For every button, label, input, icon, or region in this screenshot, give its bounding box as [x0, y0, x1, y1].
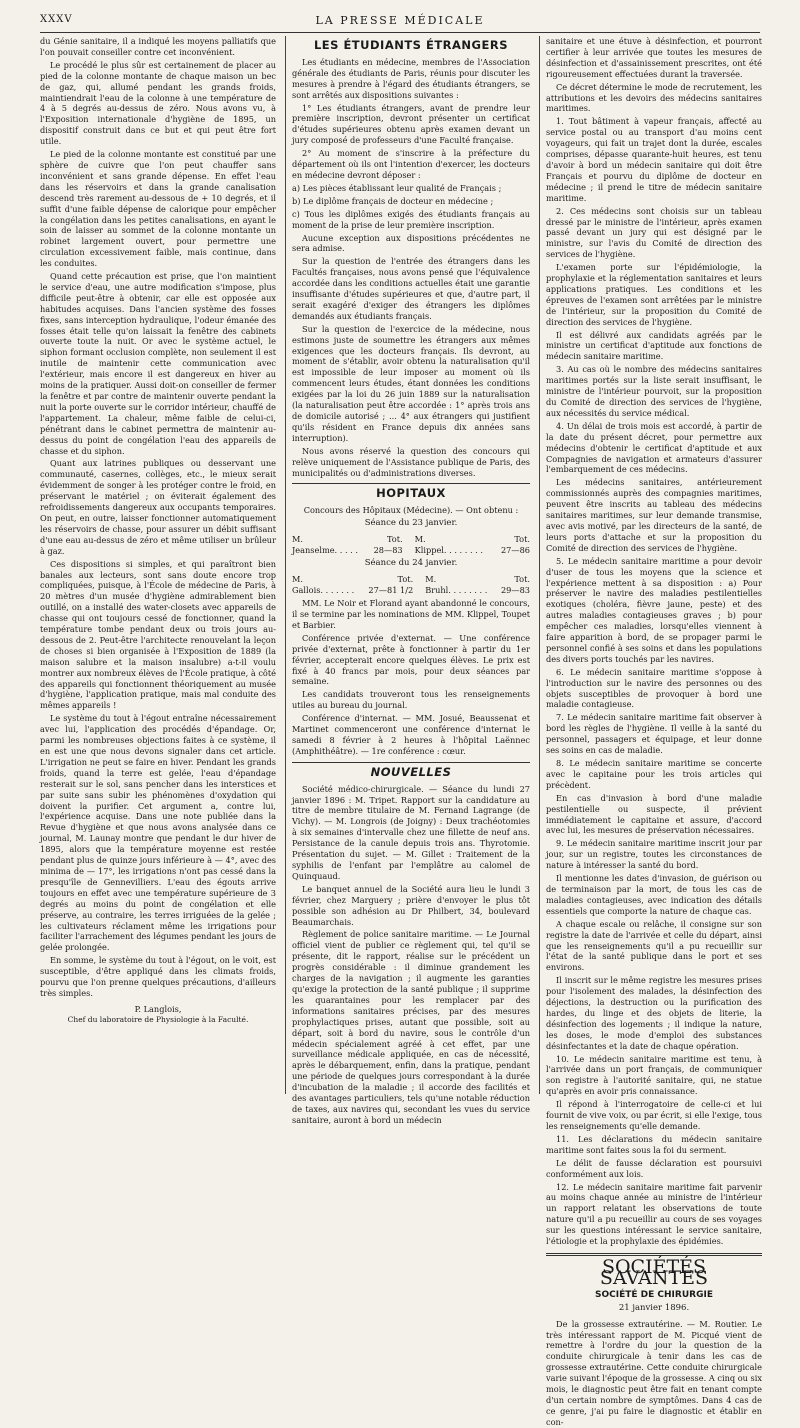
paragraph: Le procédé le plus sûr est certainement de placer au pied de la colonne montante de chaque maison un bec de gaz, qui, allumé pendant les grands froids, maintiendrait l'eau de la colonne à une température de 4 à 5 degrés au-dessus de zéro. Nous avons vu, à l'Exposition internationale d'hygiène de 1895, un dispositif construit dans ce but et qui peut être fort utile.: [40, 59, 276, 147]
page-header: [40, 14, 760, 30]
seance-date: Séance du 24 janvier.: [364, 558, 458, 569]
paragraph: Sur la question de l'exercice de la médecine, nous estimons juste de soumettre les étrangers aux mêmes exigences que les docteurs français. Ils devront, au moment de s'établir, avoir obtenu la naturalisation qu'il est impossible de leur imposer au moment où ils commencent leurs études, étant données les conditions exigées par la loi du 26 juin 1889 sur la naturalisation (la naturalisation peut être accordée : 1° après trois ans de domicile autorisé ; ... 4° aux étrangers qui justifient qu'ils résident en France depuis dix années sans interruption).: [292, 323, 530, 443]
table-cell: 29—83: [500, 584, 530, 595]
paragraph: Quant aux latrines publiques ou desservant une communauté, casernes, collèges, etc., le mieux serait évidemment de songer à les protéger contre le froid, en préservant le matériel ; on éviterait également des refroidissements dangereux aux occupants temporaires. On peut, en outre, laisser fonctionner automatiquement les réservoirs de chasse, pour assurer un débit suffisant d'une eau au-dessus de zéro et même utiliser un brûleur à gaz.: [40, 458, 276, 556]
page-number: XXXV: [40, 14, 73, 25]
author-signature: P. Langlois,: [134, 1003, 182, 1014]
paragraph: En cas d'invasion à bord d'une maladie pestilentielle ou suspecte, il prévient immédiatement le capitaine et assure, d'accord avec lui, les mesures de préservation nécessaires.: [546, 792, 762, 836]
paragraph: Quand cette précaution est prise, que l'on maintient le service d'eau, une autre modification s'impose, plus difficile peut-être à obtenir, car elle est opposée aux habitudes acquises. Dans l'ancien système des fosses fixes, sans interception hydraulique, l'odeur émanée des fosses était telle qu'on laissait la fenêtre des cabinets ouverte toute la nuit. Or avec le système actuel, le siphon formant occlusion complète, non seulement il est inutile de maintenir cette communication avec l'extérieur, mais encore il est dangereux en hiver au moins de la pratiquer. Aussi doit-on conseiller de fermer la fenêtre et par contre de maintenir ouverte pendant la nuit la porte ouverte sur le corridor intérieur, chauffé de l'appartement. La chaleur, même faible de celui-ci, pénétrant dans le cabinet permettra de maintenir au-dessus du point de congélation l'eau des appareils de chasse et du siphon.: [40, 271, 276, 456]
paragraph: De la grossesse extrautérine. — M. Routier. Le très intéressant rapport de M. Picqué vient de remettre à l'ordre du jour la question de la conduite chirurgicale à tenir dans les cas de grossesse extrautérine. Cette conduite chirurgicale varie suivant l'époque de la grossesse. A cinq ou six mois, le diagnostic peut être fait en tenant compte d'un certain nombre de symptômes. Dans 4 cas de ce genre, j'ai pu faire le diagnostic et établir en con-: [546, 1318, 762, 1427]
table-row: [292, 585, 530, 596]
paragraph: 7. Le médecin sanitaire maritime fait observer à bord les règles de l'hygiène. Il veille à la santé du personnel, passagers et équipage, et leur donne ses soins en cas de maladie.: [546, 712, 762, 756]
table-cell: 28—83: [373, 544, 403, 555]
paragraph: Nous avons réservé la question des concours qui relève uniquement de l'Assistance publique de Paris, des municipalités ou d'administrations diverses.: [292, 445, 530, 478]
section-rule: [292, 762, 530, 763]
column-right: [546, 36, 762, 1427]
paragraph: Conférence d'internat. — MM. Josué, Beaussenat et Martinet commenceront une conférence d'internat le samedi 8 février à 2 heures à l'hôpital Laënnec (Amphithéâtre). — 1re conférence : cœur.: [292, 713, 530, 756]
table-cell: M.: [292, 534, 303, 545]
table-cell: Klippel. . . . . . . .: [414, 544, 483, 555]
table-cell: Tot.: [514, 574, 530, 585]
paragraph: 1. Tout bâtiment à vapeur français, affecté au service postal ou au transport d'au moins cent voyageurs, qui fait un trajet dont la durée, escales comprises, dépasse quarante-huit heures, est tenu d'avoir à bord un médecin sanitaire qui doit être Français et pourvu du diplôme de docteur en médecine ; il prend le titre de médecin sanitaire maritime.: [546, 116, 762, 203]
list-item: a) Les pièces établissant leur qualité de Français ;: [292, 182, 502, 193]
table-cell: 27—86: [500, 544, 530, 555]
paragraph: Aucune exception aux dispositions précédentes ne sera admise.: [292, 232, 530, 254]
paragraph: du Génie sanitaire, il a indiqué les moyens palliatifs que l'on pouvait conseiller contre cet inconvénient.: [40, 36, 276, 57]
table-row: [292, 534, 530, 545]
section-rule: [292, 483, 530, 484]
paragraph: Il répond à l'interrogatoire de celle-ci et lui fournit de vive voix, ou par écrit, si elle l'exige, tous les renseignements qu'elle demande.: [546, 1099, 762, 1131]
table-cell: Gallois. . . . . . .: [292, 584, 355, 595]
table-cell: M.: [425, 574, 437, 585]
section-title-etudiants: LES ÉTUDIANTS ÉTRANGERS: [313, 38, 508, 52]
table-cell: Bruhl. . . . . . . .: [425, 584, 488, 595]
paragraph: Le banquet annuel de la Société aura lieu le lundi 3 février, chez Marguery ; prière d'envoyer le plus tôt possible son adhésion au Dr Philbert, 34, boulevard Beaumarchais.: [292, 883, 530, 927]
paragraph: Le système du tout à l'égout entraîne nécessairement avec lui, l'application des procédés d'épandage. Or, parmi les nombreuses objections faites à ce système, il en est une que nous devons signaler dans cet article. L'irrigation ne peut se faire en hiver. Pendant les grands froids, quand la terre est gelée, l'eau d'épandage resterait sur le sol, sans pencher dans les interstices et par suite sans subir les phénomènes d'oxydation qui doivent la purifier. Cet argument a, contre lui, l'expérience acquise. Dans une note publiée dans la Revue d'hygiène et que nous avons analysée dans ce journal, M. Launay montre que pendant le dur hiver de 1895, alors que la température moyenne est restée pendant plus de quinze jours inférieure à — 4°, avec des minima de — 17°, les irrigations n'ont pas cessé dans la presqu'île de Gennevilliers. L'eau des égouts arrive toujours en effet avec une température supérieure de 3 degrés au moins du point de congélation et elle préserve, au contraire, les terres irriguées de la gelée ; les cultivateurs réclament même les irrigations pour faciliter l'arrachement des légumes pendant les jours de gelée prolongée.: [40, 713, 276, 953]
column-divider: [285, 36, 286, 1094]
paragraph: Société médico-chirurgicale. — Séance du lundi 27 janvier 1896 : M. Tripet. Rapport sur la candidature au titre de membre titulaire de M. Fernand Lagrange (de Vichy). — M. Longrois (de Joigny) : Deux trachéotomies à six semaines d'intervalle chez une fillette de neuf ans. Persistance de la canule depuis trois ans. Thyrotomie. Présentation du sujet. — M. Gillet : Traitement de la syphilis de l'enfant par l'emplâtre au calomel de Quinquaud.: [292, 783, 530, 881]
results-table: [292, 534, 530, 555]
table-cell: Jeanselme. . . . .: [292, 544, 358, 555]
paragraph: 5. Le médecin sanitaire maritime a pour devoir d'user de tous les moyens que la science et l'expérience mettent à sa disposition : a) Pour préserver le navire des maladies pestilentielles exotiques (choléra, fièvre jaune, peste) et des autres maladies contagieuses graves ; b) pour empêcher ces maladies, lorsqu'elles viennent à faire apparition à bord, de se propager parmi le personnel confié à ses soins et dans les populations des divers ports touchés par les navires.: [546, 555, 762, 664]
seance-date: 21 janvier 1896.: [618, 1302, 690, 1313]
table-cell: Tot.: [386, 534, 403, 545]
paragraph: Il est délivré aux candidats agréés par le ministre un certificat d'aptitude aux fonctions de médecin sanitaire maritime.: [546, 329, 762, 362]
paragraph: 11. Les déclarations du médecin sanitaire maritime sont faites sous la foi du serment.: [546, 1133, 762, 1155]
paragraph: Il mentionne les dates d'invasion, de guérison ou de terminaison par la mort, de tous les cas de maladies contagieuses, avec indication des détails essentiels que comporte la nature de chaque cas.: [546, 873, 762, 916]
paragraph: Ces dispositions si simples, et qui paraîtront bien banales aux lecteurs, sont sans doute encore trop compliquées, puisque, à l'École de médecine de Paris, à 20 mètres d'un musée d'hygiène admirablement bien outillé, on a installé des water-closets avec appareils de chasse qui ont toujours cessé de fonctionner, quand la température tombe pendant deux ou trois jours au-dessous de 2. Peut-être l'architecte renouvelant la leçon de choses si bien organisée à l'Exposition de 1889 (la maison salubre et la maison insalubre) a-t-il voulu montrer aux nombreux élèves de l'École pratique, à côté des appareils qui fonctionnent théoriquement au musée d'hygiène, l'application pratique, mais mal conduite des mêmes appareils !: [40, 558, 276, 711]
column-left: [40, 36, 276, 1094]
paragraph: 2° Au moment de s'inscrire à la préfecture du département où ils ont l'intention d'exercer, les docteurs en médecine devront déposer :: [292, 148, 530, 180]
paragraph: 1° Les étudiants étrangers, avant de prendre leur première inscription, devront présenter un certificat d'études supérieures obtenu après examen devant un jury composé de professeurs d'une Faculté française.: [292, 102, 530, 146]
paragraph: 4. Un délai de trois mois est accordé, à partir de la date du présent décret, pour permettre aux médecins d'obtenir le certificat d'aptitude et aux Compagnies de navigation et armateurs d'assurer l'embarquement de ces médecins.: [546, 420, 762, 475]
paragraph: sanitaire et une étuve à désinfection, et pourront certifier à leur arrivée que toutes les mesures de désinfection et d'assainissement prescrites, ont été rigoureusement effectuées durant la traversée.: [546, 36, 762, 79]
section-title-societes: SOCIÉTÉS SAVANTES: [599, 1255, 709, 1289]
paragraph: 8. Le médecin sanitaire maritime se concerte avec le capitaine pour les trois articles qui précèdent.: [546, 758, 762, 790]
paragraph: Le délit de fausse déclaration est poursuivi conformément aux lois.: [546, 1157, 762, 1179]
concours-lead: Concours des Hôpitaux (Médecine). — Ont obtenu :: [303, 505, 519, 516]
paragraph: En somme, le système du tout à l'égout, on le voit, est susceptible, d'être appliqué dans les climats froids, pourvu que l'on prenne quelques précautions, d'ailleurs très simples.: [40, 955, 276, 998]
paragraph: Les candidats trouveront tous les renseignements utiles au bureau du journal.: [292, 689, 530, 711]
paragraph: 10. Le médecin sanitaire maritime est tenu, à l'arrivée dans un port français, de communiquer son registre à l'autorité sanitaire, qui, ne statue qu'après en avoir pris connaissance.: [546, 1053, 762, 1097]
paragraph: Les étudiants en médecine, membres de l'Association générale des étudiants de Paris, réunis pour discuter les mesures à prendre à l'égard des étudiants étrangers, se sont arrêtés aux dispositions suivantes :: [292, 56, 530, 100]
paragraph: A chaque escale ou relâche, il consigne sur son registre la date de l'arrivée et celle du départ, ainsi que les renseignements qu'il a pu recueillir sur l'état de la santé publique dans le port et ses environs.: [546, 918, 762, 973]
journal-title: LA PRESSE MÉDICALE: [315, 14, 485, 27]
paragraph: Il inscrit sur le même registre les mesures prises pour l'isolement des malades, la désinfection des déjections, la destruction ou la purification des hardes, du linge et des objets de literie, la désinfection des logements ; il indique la nature, les doses, le mode d'emploi des substances désinfectantes et la date de chaque opération.: [546, 975, 762, 1051]
paragraph: Le pied de la colonne montante est constitué par une sphère de cuivre que l'on peut chauffer sans inconvénient et sans grande dépense. En effet l'eau dans les réservoirs et dans la grande canalisation descend très rarement au-dessous de + 10 degrés, et il suffit d'une faible dépense de calorique pour empêcher la congélation dans les petites canalisations, en ayant le soin de laisser au sommet de la colonne montante un robinet largement ouvert, pour permettre une circulation excessivement faible, mais continue, dans les conduites.: [40, 149, 276, 269]
society-name: SOCIÉTÉ DE CHIRURGIE: [595, 1289, 713, 1300]
paragraph: MM. Le Noir et Florand ayant abandonné le concours, il se termine par les nominations de MM. Klippel, Toupet et Barbier.: [292, 598, 530, 630]
paragraph: L'examen porte sur l'épidémiologie, la prophylaxie et la réglementation sanitaires et leurs applications pratiques. Les conditions et les épreuves de l'examen sont arrêtées par le ministre de l'intérieur, sur la proposition du Comité de direction des services de l'hygiène.: [546, 262, 762, 327]
table-cell: M.: [414, 534, 426, 545]
paragraph: 12. Le médecin sanitaire maritime fait parvenir au moins chaque année au ministre de l'intérieur un rapport relatant les observations de toute nature qu'il a pu recueillir au cours de ses voyages sur les questions intéressant le service sanitaire, l'étiologie et la prophylaxie des épidémies.: [546, 1181, 762, 1247]
author-role: Chef du laboratoire de Physiologie à la Faculté.: [67, 1014, 249, 1024]
paragraph: Règlement de police sanitaire maritime. — Le Journal officiel vient de publier ce règlement qui, tel qu'il se présente, dit le rapport, réalise sur le précédent un progrès considérable : il diminue grandement les charges de la navigation ; il augmente les garanties qu'exige la protection de la santé publique ; il supprime les quarantaines pour les remplacer par des informations sanitaires précises, par des mesures prophylactiques prises, autant que possible, soit au départ, soit à bord du navire, sous le contrôle d'un médecin spécialement agréé à cet effet, par une surveillance médicale appliquée, en cas de nécessité, après le débarquement, enfin, dans la pratique, pendant une période de quelques jours correspondant à la durée d'incubation de la maladie ; il accorde des facilités et des avantages particuliers, tels qu'une notable réduction de taxes, aux navires qui, secondant les vues du service sanitaire, auront à bord un médecin: [292, 929, 530, 1125]
table-cell: 27—81 1/2: [368, 584, 414, 595]
list-item: b) Le diplôme français de docteur en médecine ;: [292, 195, 494, 206]
section-title-nouvelles: NOUVELLES: [370, 764, 452, 779]
paragraph: 3. Au cas où le nombre des médecins sanitaires maritimes portés sur la liste serait insuffisant, le ministre de l'intérieur pourvoit, sur la proposition du Comité de direction des services de l'hygiène, aux nécessités du service médical.: [546, 364, 762, 418]
list-item: c) Tous les diplômes exigés des étudiants français au moment de la prise de leur première inscription.: [292, 208, 530, 230]
paragraph: 9. Le médecin sanitaire maritime inscrit jour par jour, sur un registre, toutes les circonstances de nature à intéresser la santé du bord.: [546, 838, 762, 871]
paragraph: 6. Le médecin sanitaire maritime s'oppose à l'introduction sur le navire des personnes ou des objets susceptibles de provoquer à bord une maladie contagieuse.: [546, 666, 762, 710]
table-row: [292, 574, 530, 585]
section-title-hopitaux: HOPITAUX: [376, 486, 446, 501]
results-table: [292, 574, 530, 595]
table-row: [292, 545, 530, 556]
paragraph: Conférence privée d'externat. — Une conférence privée d'externat, prête à fonctionner à partir du 1er février, accepterait encore quelques élèves. Le prix est fixé à 40 francs par mois, pour deux séances par semaine.: [292, 632, 530, 687]
column-middle: [292, 36, 530, 1125]
paragraph: Sur la question de l'entrée des étrangers dans les Facultés françaises, nous avons pensé que l'équivalence accordée dans les conditions actuelles était une garantie insuffisante d'études supérieures et que, d'autre part, il serait exagéré d'exiger des étrangers les diplômes demandés aux étudiants français.: [292, 256, 530, 321]
paragraph: Ce décret détermine le mode de recrutement, les attributions et les devoirs des médecins sanitaires maritimes.: [546, 81, 762, 114]
paragraph: 2. Ces médecins sont choisis sur un tableau dressé par le ministre de l'intérieur, après examen passé devant un jury qui est désigné par le ministre, sur l'avis du Comité de direction des services de l'hygiène.: [546, 205, 762, 260]
table-cell: M.: [292, 574, 303, 585]
table-cell: Tot.: [514, 534, 530, 545]
table-cell: Tot.: [397, 574, 414, 585]
header-rule: [40, 32, 760, 33]
paragraph: Les médecins sanitaires, antérieurement commissionnés auprès des compagnies maritimes, peuvent être inscrits au tableau des médecins sanitaires maritimes, sur leur demande transmise, avec avis motivé, par les directeurs de la santé, de leurs ports d'attache et sur la proposition du Comité de direction des services de l'hygiène.: [546, 477, 762, 553]
column-divider: [539, 36, 540, 1094]
seance-date: Séance du 23 janvier.: [364, 518, 458, 529]
